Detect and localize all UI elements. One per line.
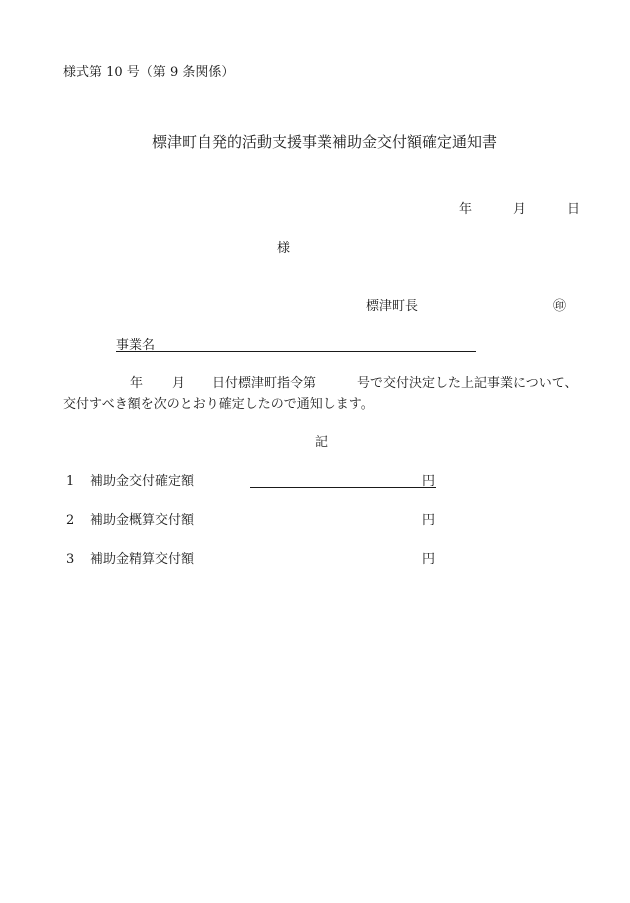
item-1-label: 補助金交付確定額: [90, 474, 195, 489]
date-day-label: 日: [567, 202, 581, 217]
project-name-label: 事業名: [116, 338, 156, 353]
body-line1-tail: 号で交付決定した上記事業について、: [357, 376, 578, 391]
body-year-label: 年: [130, 376, 144, 391]
item-2-unit: 円: [422, 513, 436, 528]
item-1-amount-line: [250, 487, 436, 488]
item-1-number: 1: [66, 474, 75, 489]
item-3-label: 補助金精算交付額: [90, 552, 195, 567]
item-1-unit: 円: [422, 474, 436, 489]
date-year-label: 年: [459, 202, 473, 217]
date-month-label: 月: [513, 202, 527, 217]
document-title: 標津町自発的活動支援事業補助金交付額確定通知書: [152, 133, 498, 151]
body-line1-text: 日付標津町指令第: [212, 376, 317, 391]
addressee-suffix: 様: [277, 241, 291, 256]
project-name-line: [116, 351, 476, 352]
item-2-label: 補助金概算交付額: [90, 513, 195, 528]
item-2-number: 2: [66, 513, 75, 528]
body-month-label: 月: [172, 376, 186, 391]
seal-mark: ㊞: [553, 299, 567, 314]
issuer-title: 標津町長: [366, 299, 419, 314]
body-line2-text: 交付すべき額を次のとおり確定したので通知します。: [63, 397, 374, 412]
form-number: 様式第 10 号（第 9 条関係）: [63, 65, 235, 80]
ki-heading: 記: [315, 435, 329, 450]
item-3-number: 3: [66, 552, 75, 567]
item-3-unit: 円: [422, 552, 436, 567]
